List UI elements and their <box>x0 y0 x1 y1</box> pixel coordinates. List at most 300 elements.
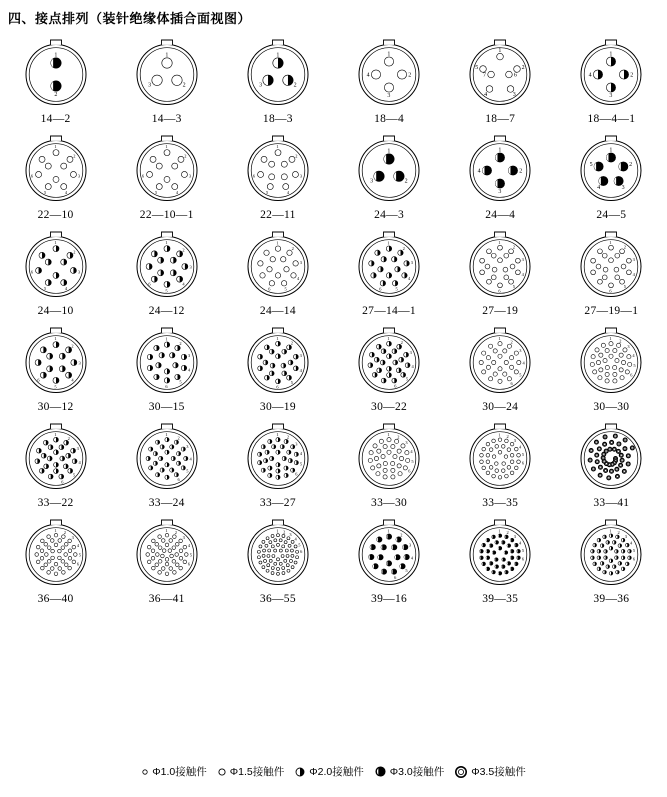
svg-text:2: 2 <box>408 72 412 79</box>
svg-text:1: 1 <box>53 52 57 59</box>
svg-text:3: 3 <box>187 352 190 358</box>
svg-text:6: 6 <box>165 384 168 390</box>
connector-cell <box>559 33 663 129</box>
connector-row <box>0 321 667 417</box>
svg-text:6: 6 <box>609 288 612 294</box>
svg-text:5: 5 <box>522 452 525 458</box>
connector-diagram-33-27 <box>239 417 317 495</box>
connector-diagram-33-22 <box>17 417 95 495</box>
svg-text:4: 4 <box>477 168 481 175</box>
svg-text:1: 1 <box>498 47 502 54</box>
svg-text:5: 5 <box>589 161 593 168</box>
connector-code: 22—11 <box>260 209 296 221</box>
connector-diagram-39-36 <box>572 513 650 591</box>
connector-diagram-14-3 <box>128 33 206 111</box>
svg-text:1: 1 <box>387 432 390 438</box>
legend <box>0 764 667 779</box>
svg-text:2: 2 <box>624 244 627 250</box>
connector-row <box>0 513 667 609</box>
connector-grid <box>0 33 667 609</box>
svg-text:1: 1 <box>165 527 168 533</box>
svg-text:1: 1 <box>276 144 279 150</box>
svg-text:2: 2 <box>291 246 294 252</box>
svg-text:2: 2 <box>295 153 298 159</box>
connector-cell <box>115 129 219 225</box>
connector-diagram-36-41 <box>128 513 206 591</box>
svg-text:1: 1 <box>53 431 57 437</box>
svg-text:1: 1 <box>498 147 502 154</box>
svg-text:4: 4 <box>182 281 185 287</box>
svg-text:4: 4 <box>64 189 67 195</box>
svg-text:4: 4 <box>187 367 190 373</box>
svg-text:5: 5 <box>72 472 75 478</box>
connector-cell <box>337 417 441 513</box>
svg-text:2: 2 <box>619 338 622 344</box>
connector-diagram-18-7 <box>461 33 539 111</box>
svg-text:3: 3 <box>625 534 628 540</box>
connector-code: 18—4—1 <box>587 113 636 125</box>
svg-text:5: 5 <box>154 189 157 195</box>
connector-cell <box>448 513 552 609</box>
svg-text:3: 3 <box>299 173 302 179</box>
svg-text:1: 1 <box>609 147 613 154</box>
connector-diagram-22-11 <box>239 129 317 207</box>
connector-diagram-33-24 <box>128 417 206 495</box>
connector-code: 14—3 <box>151 113 182 125</box>
legend-label: Φ3.5接触件 <box>471 766 526 778</box>
contact-filled-icon <box>374 765 387 778</box>
connector-code: 39—35 <box>482 593 519 605</box>
svg-text:5: 5 <box>165 288 168 294</box>
svg-text:4: 4 <box>299 367 302 373</box>
svg-text:4: 4 <box>189 456 192 462</box>
connector-code: 24—10 <box>37 305 74 317</box>
svg-text:5: 5 <box>186 468 189 474</box>
svg-text:3: 3 <box>186 444 189 450</box>
svg-text:6: 6 <box>295 471 298 477</box>
svg-text:3: 3 <box>513 438 517 444</box>
svg-text:1: 1 <box>165 336 168 342</box>
svg-text:5: 5 <box>78 552 81 558</box>
connector-diagram-36-55 <box>239 513 317 591</box>
svg-text:1: 1 <box>387 528 390 534</box>
svg-text:2: 2 <box>293 82 297 89</box>
svg-text:5: 5 <box>53 384 57 390</box>
svg-text:4: 4 <box>78 459 81 465</box>
connector-code: 39—36 <box>593 593 630 605</box>
svg-text:4: 4 <box>410 448 413 454</box>
connector-cell <box>4 513 108 609</box>
svg-text:6: 6 <box>394 575 397 581</box>
svg-text:6: 6 <box>268 286 271 292</box>
connector-code: 33—41 <box>593 497 630 509</box>
svg-text:4: 4 <box>521 271 525 277</box>
svg-text:6: 6 <box>141 173 144 179</box>
svg-text:3: 3 <box>405 440 408 446</box>
svg-text:5: 5 <box>522 548 525 554</box>
connector-code: 14—2 <box>40 113 71 125</box>
svg-text:3: 3 <box>513 534 517 540</box>
svg-text:4: 4 <box>632 271 636 277</box>
legend-label: Φ3.0接触件 <box>389 766 445 778</box>
connector-row <box>0 225 667 321</box>
svg-text:2: 2 <box>400 532 403 538</box>
connector-cell <box>337 129 441 225</box>
svg-text:3: 3 <box>189 264 192 270</box>
svg-text:1: 1 <box>53 527 57 533</box>
svg-text:3: 3 <box>77 173 80 179</box>
svg-text:2: 2 <box>179 341 182 347</box>
svg-text:6: 6 <box>522 556 525 562</box>
svg-text:4: 4 <box>519 540 522 546</box>
svg-text:3: 3 <box>410 260 414 266</box>
connector-diagram-30-24 <box>461 321 539 399</box>
svg-text:5: 5 <box>290 380 293 386</box>
svg-text:6: 6 <box>394 383 397 389</box>
svg-text:3: 3 <box>409 542 412 548</box>
svg-text:1: 1 <box>387 335 390 341</box>
legend-label: Φ2.0接触件 <box>309 766 364 778</box>
connector-diagram-24-12 <box>128 225 206 303</box>
svg-text:5: 5 <box>284 286 287 292</box>
svg-text:5: 5 <box>299 461 302 467</box>
svg-text:2: 2 <box>630 72 634 79</box>
connector-cell <box>4 129 108 225</box>
svg-text:6: 6 <box>300 548 303 554</box>
svg-text:1: 1 <box>387 51 391 58</box>
svg-text:6: 6 <box>633 556 636 562</box>
connector-code: 33—24 <box>148 497 185 509</box>
svg-text:6: 6 <box>30 173 33 179</box>
svg-text:6: 6 <box>187 561 190 567</box>
svg-text:6: 6 <box>252 173 256 179</box>
svg-text:2: 2 <box>70 343 74 349</box>
svg-text:1: 1 <box>276 335 279 341</box>
svg-text:4: 4 <box>588 72 592 79</box>
svg-text:3: 3 <box>521 256 525 262</box>
svg-text:6: 6 <box>276 384 279 390</box>
connector-code: 33—35 <box>482 497 519 509</box>
connector-code: 39—16 <box>371 593 408 605</box>
svg-text:1: 1 <box>165 144 168 150</box>
connector-code: 27—19—1 <box>584 305 639 317</box>
contact-half-icon <box>294 766 306 778</box>
connector-diagram-27-19 <box>461 225 539 303</box>
svg-text:6: 6 <box>510 381 513 387</box>
connector-cell <box>226 321 330 417</box>
svg-text:5: 5 <box>395 286 398 292</box>
svg-text:3: 3 <box>188 173 191 179</box>
svg-text:3: 3 <box>76 446 79 452</box>
svg-text:1: 1 <box>276 240 279 246</box>
svg-text:4: 4 <box>408 276 411 282</box>
contact-small-open-icon <box>141 768 149 776</box>
connector-cell <box>448 417 552 513</box>
connector-diagram-22-10-1 <box>128 129 206 207</box>
connector-code: 22—10 <box>37 209 74 221</box>
svg-text:4: 4 <box>64 285 67 291</box>
connector-row <box>0 33 667 129</box>
svg-text:4: 4 <box>286 189 289 195</box>
svg-text:2: 2 <box>519 168 523 175</box>
svg-text:1: 1 <box>609 336 612 342</box>
connector-diagram-33-30 <box>350 417 428 495</box>
svg-text:2: 2 <box>617 529 621 535</box>
connector-code: 22—10—1 <box>139 209 194 221</box>
connector-diagram-39-35 <box>461 513 539 591</box>
svg-text:1: 1 <box>165 240 168 246</box>
svg-text:2: 2 <box>400 339 403 345</box>
svg-text:1: 1 <box>53 144 57 150</box>
connector-cell <box>337 321 441 417</box>
svg-text:4: 4 <box>410 555 414 561</box>
connector-cell <box>337 225 441 321</box>
connector-code: 30—22 <box>371 401 408 413</box>
connector-diagram-27-19-1 <box>572 225 650 303</box>
svg-text:2: 2 <box>404 178 408 185</box>
connector-code: 30—15 <box>148 401 185 413</box>
connector-cell <box>4 417 108 513</box>
connector-code: 24—12 <box>148 305 185 317</box>
connector-diagram-18-4-1 <box>572 33 650 111</box>
svg-text:4: 4 <box>187 542 190 548</box>
svg-text:4: 4 <box>522 360 525 366</box>
connector-code: 30—19 <box>259 401 296 413</box>
connector-code: 27—14—1 <box>362 305 416 317</box>
connector-diagram-30-19 <box>239 321 317 399</box>
svg-text:6: 6 <box>379 286 382 292</box>
svg-text:5: 5 <box>411 458 414 464</box>
svg-text:4: 4 <box>296 276 300 282</box>
svg-text:3: 3 <box>182 535 185 541</box>
connector-cell <box>448 225 552 321</box>
svg-text:1: 1 <box>165 432 168 438</box>
svg-text:2: 2 <box>67 435 70 441</box>
svg-text:2: 2 <box>182 247 185 253</box>
svg-text:1: 1 <box>387 148 391 155</box>
svg-text:6: 6 <box>408 468 411 474</box>
connector-code: 18—4 <box>374 113 405 125</box>
svg-text:6: 6 <box>498 288 501 294</box>
connector-diagram-14-2 <box>17 33 95 111</box>
connector-diagram-24-3 <box>350 129 428 207</box>
connector-code: 33—30 <box>371 497 408 509</box>
svg-text:3: 3 <box>78 360 81 366</box>
svg-text:4: 4 <box>519 444 522 450</box>
svg-text:3: 3 <box>71 535 74 541</box>
svg-text:3: 3 <box>370 178 374 185</box>
svg-text:5: 5 <box>475 64 479 71</box>
connector-cell <box>115 33 219 129</box>
connector-diagram-33-35 <box>461 417 539 495</box>
connector-row <box>0 417 667 513</box>
svg-text:5: 5 <box>633 362 636 368</box>
connector-code: 18—7 <box>485 113 516 125</box>
svg-text:1: 1 <box>276 52 280 59</box>
svg-text:4: 4 <box>70 377 74 383</box>
connector-cell <box>559 129 663 225</box>
connector-cell <box>4 321 108 417</box>
connector-cell <box>337 513 441 609</box>
svg-text:4: 4 <box>597 185 601 192</box>
connector-cell <box>226 225 330 321</box>
connector-cell <box>559 225 663 321</box>
connector-diagram-33-41 <box>572 417 650 495</box>
contact-open-icon <box>217 767 227 777</box>
svg-text:3: 3 <box>498 189 502 196</box>
svg-text:3: 3 <box>387 93 391 100</box>
legend-item <box>217 764 284 779</box>
svg-text:6: 6 <box>630 372 633 378</box>
svg-text:4: 4 <box>76 542 79 548</box>
svg-text:5: 5 <box>189 552 192 558</box>
connector-code: 36—41 <box>148 593 185 605</box>
connector-cell <box>4 225 108 321</box>
svg-text:2: 2 <box>290 340 293 346</box>
connector-diagram-30-22 <box>350 321 428 399</box>
connector-code: 24—4 <box>485 209 516 221</box>
svg-text:7: 7 <box>483 72 487 79</box>
connector-code: 24—3 <box>374 209 405 221</box>
svg-text:1: 1 <box>498 336 501 342</box>
connector-code: 18—3 <box>262 113 293 125</box>
legend-item <box>294 764 363 779</box>
connector-cell <box>448 321 552 417</box>
svg-text:1: 1 <box>276 432 279 438</box>
connector-cell <box>115 225 219 321</box>
svg-text:1: 1 <box>609 51 613 58</box>
svg-text:3: 3 <box>609 93 613 100</box>
legend-item <box>374 764 444 779</box>
connector-cell <box>115 417 219 513</box>
connector-code: 30—24 <box>482 401 519 413</box>
svg-text:6: 6 <box>177 477 180 483</box>
connector-code: 33—27 <box>259 497 296 509</box>
svg-text:2: 2 <box>53 92 57 99</box>
svg-text:5: 5 <box>519 372 522 378</box>
connector-cell <box>448 129 552 225</box>
svg-text:1: 1 <box>165 52 169 59</box>
svg-text:5: 5 <box>405 376 409 382</box>
connector-cell <box>448 33 552 129</box>
svg-text:3: 3 <box>147 82 151 89</box>
svg-text:2: 2 <box>72 153 76 159</box>
svg-text:5: 5 <box>265 189 269 195</box>
svg-text:6: 6 <box>522 460 525 466</box>
svg-text:3: 3 <box>299 260 302 266</box>
legend-item <box>454 764 525 779</box>
svg-text:4: 4 <box>294 536 297 542</box>
connector-code: 30—30 <box>593 401 630 413</box>
connector-diagram-24-14 <box>239 225 317 303</box>
svg-text:2: 2 <box>182 82 186 89</box>
svg-text:3: 3 <box>409 350 412 356</box>
svg-text:1: 1 <box>276 528 279 534</box>
svg-text:2: 2 <box>521 64 525 71</box>
connector-cell <box>226 33 330 129</box>
connector-diagram-18-4 <box>350 33 428 111</box>
connector-cell <box>559 513 663 609</box>
connector-cell <box>337 33 441 129</box>
svg-text:4: 4 <box>632 352 635 358</box>
legend-label: Φ1.0接触件 <box>152 766 207 778</box>
svg-text:4: 4 <box>411 363 414 369</box>
svg-text:4: 4 <box>484 92 488 99</box>
connector-diagram-27-14-1 <box>350 225 428 303</box>
svg-text:5: 5 <box>633 548 636 554</box>
svg-text:6: 6 <box>76 561 79 567</box>
svg-text:1: 1 <box>609 528 612 534</box>
svg-text:3: 3 <box>621 185 625 192</box>
svg-text:1: 1 <box>53 336 57 342</box>
connector-cell <box>559 321 663 417</box>
svg-text:3: 3 <box>289 532 292 538</box>
connector-diagram-36-40 <box>17 513 95 591</box>
svg-text:3: 3 <box>259 82 263 89</box>
svg-text:5: 5 <box>179 379 182 385</box>
svg-text:5: 5 <box>298 542 301 548</box>
svg-text:3: 3 <box>77 269 80 275</box>
svg-text:1: 1 <box>53 240 57 246</box>
connector-cell <box>4 33 108 129</box>
connector-diagram-39-16 <box>350 513 428 591</box>
connector-cell <box>115 321 219 417</box>
connector-cell <box>559 417 663 513</box>
connector-code: 36—40 <box>37 593 74 605</box>
connector-code: 33—22 <box>37 497 74 509</box>
connector-cell <box>226 417 330 513</box>
svg-text:1: 1 <box>609 239 612 245</box>
svg-text:6: 6 <box>30 269 33 275</box>
svg-text:3: 3 <box>512 92 516 99</box>
svg-text:6: 6 <box>36 377 40 383</box>
svg-text:4: 4 <box>299 450 302 456</box>
contact-ring-icon <box>454 765 468 779</box>
svg-text:2: 2 <box>629 161 633 168</box>
svg-text:3: 3 <box>632 256 636 262</box>
legend-item <box>141 764 206 779</box>
svg-text:1: 1 <box>498 239 501 245</box>
connector-diagram-22-10 <box>17 129 95 207</box>
svg-text:6: 6 <box>514 72 518 79</box>
svg-text:4: 4 <box>175 189 178 195</box>
svg-text:2: 2 <box>177 435 180 441</box>
svg-text:2: 2 <box>402 246 405 252</box>
svg-text:1: 1 <box>498 432 501 438</box>
connector-diagram-24-5 <box>572 129 650 207</box>
svg-text:5: 5 <box>43 189 46 195</box>
connector-cell <box>226 513 330 609</box>
svg-text:2: 2 <box>506 433 509 439</box>
svg-text:5: 5 <box>405 567 408 573</box>
svg-text:3: 3 <box>627 344 630 350</box>
svg-text:5: 5 <box>43 285 46 291</box>
svg-text:2: 2 <box>183 153 187 159</box>
svg-text:2: 2 <box>174 529 177 535</box>
svg-text:2: 2 <box>286 434 289 440</box>
svg-text:5: 5 <box>624 284 627 290</box>
connector-diagram-30-12 <box>17 321 95 399</box>
svg-text:2: 2 <box>72 249 76 255</box>
connector-diagram-24-10 <box>17 225 95 303</box>
svg-text:4: 4 <box>366 72 370 79</box>
svg-text:4: 4 <box>630 540 633 546</box>
svg-text:6: 6 <box>60 479 64 485</box>
connector-code: 36—55 <box>259 593 296 605</box>
legend-label: Φ1.5接触件 <box>229 766 285 778</box>
connector-cell <box>115 513 219 609</box>
svg-text:1: 1 <box>387 240 390 246</box>
